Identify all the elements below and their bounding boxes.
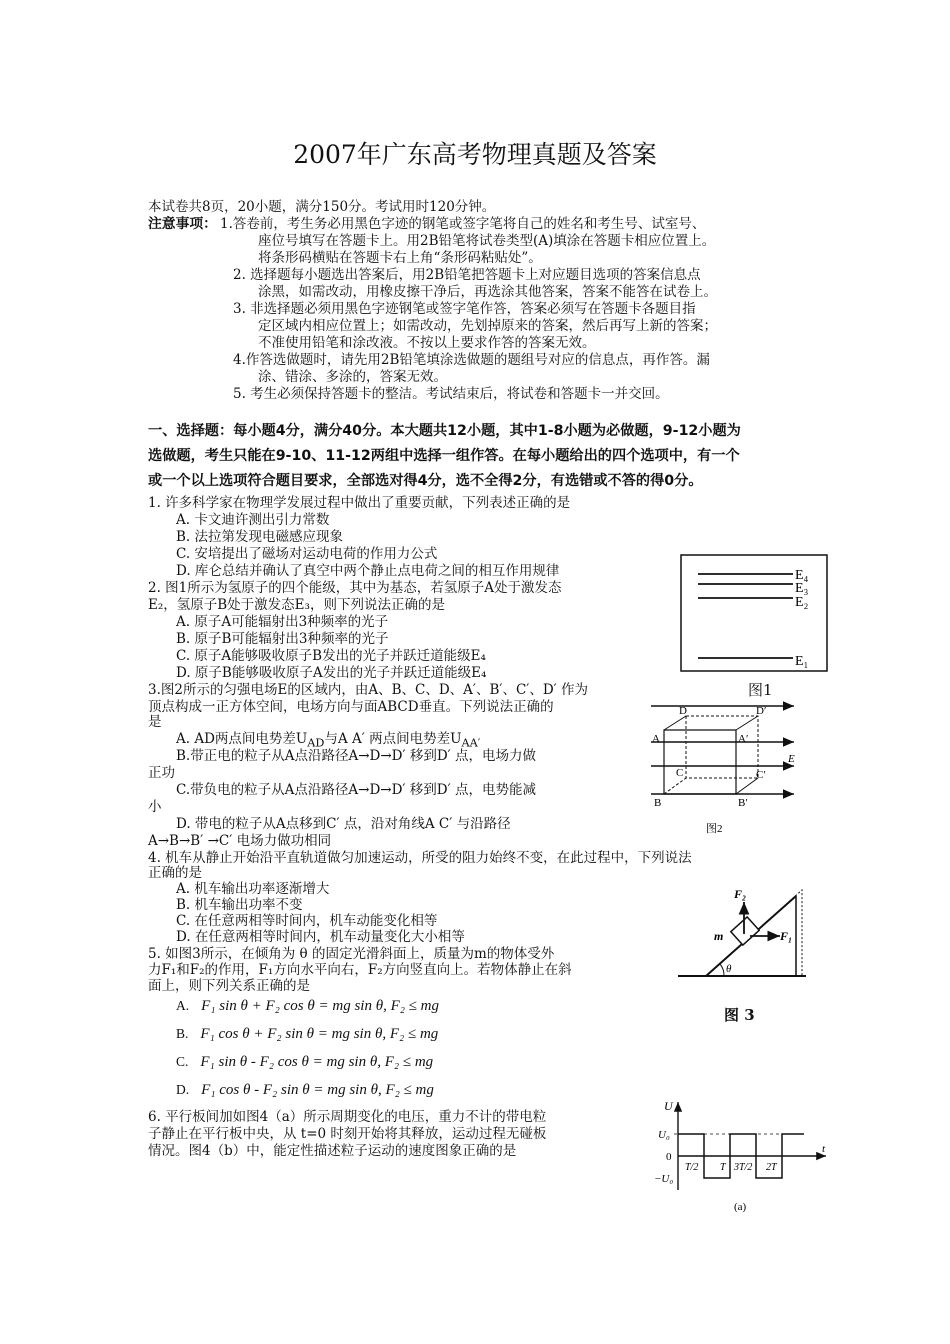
force-label: F₁: [780, 929, 793, 943]
notice-line: 涂、错涂、多涂的，答案无效。: [258, 369, 447, 385]
vertex-label: D: [679, 705, 687, 717]
cube-edge: [664, 778, 686, 794]
tick-label: −U₀: [654, 1173, 674, 1185]
option-a: A. 原子A可能辐射出3种频率的光子: [176, 614, 389, 630]
question-6-line: 情况。图4（b）中，能定性描述粒子运动的速度图象正确的是: [148, 1143, 517, 1159]
cube-edge: [664, 716, 686, 730]
vertex-label: C′: [756, 769, 766, 781]
vertex-label: D′: [756, 705, 767, 717]
option-b: B. 原子B可能辐射出3种频率的光子: [176, 631, 389, 647]
notice-line: 1.答卷前，考生务必用黑色字迹的钢笔或签字笔将自己的姓名和考生号、试室号、: [220, 216, 706, 232]
tick-label: 2T: [766, 1162, 777, 1173]
cube-edge: [736, 716, 758, 730]
figure-2-cube: [646, 698, 806, 836]
cube-face: [664, 730, 736, 794]
field-label: E: [788, 753, 795, 765]
option-a: A. 卡文迪许测出引力常数: [176, 512, 330, 528]
mass-label: m: [714, 929, 724, 943]
option-c: C. 安培提出了磁场对运动电荷的作用力公式: [176, 546, 438, 562]
option-b: B.带正电的粒子从A点沿路径A→D→D′ 移到D′ 点，电场力做: [176, 748, 537, 764]
notice-line: 4.作答选做题时，请先用2B铅笔填涂选做题的题组号对应的信息点，再作答。漏: [233, 352, 710, 368]
question-2-stem: E₂，氢原子B处于激发态E₃，则下列说法正确的是: [148, 597, 445, 613]
option-b: B. 机车输出功率不变: [176, 897, 303, 913]
question-3-line: 顶点构成一正方体空间，电场方向与面ABCD垂直。下列说法正确的: [148, 699, 554, 715]
vertex-label: A: [652, 733, 660, 745]
level-label: E₄: [795, 568, 809, 583]
cube-edge: [736, 778, 758, 794]
exam-intro: 本试卷共8页，20小题，满分150分。考试用时120分钟。: [148, 199, 496, 215]
option-c: C. 原子A能够吸收原子B发出的光子并跃迁道能级E₄: [176, 648, 486, 664]
option-d: D. 带电的粒子从A点移到C′ 点，沿对角线A C′ 与沿路径: [176, 816, 511, 832]
question-5-stem: 5. 如图3所示，在倾角为 θ 的固定光滑斜面上，质量为m的物体受外: [148, 946, 555, 962]
cube-face: [686, 716, 758, 778]
question-6-line: 子静止在平行板中央，从 t=0 时刻开始将其释放，运动过程无碰板: [148, 1126, 547, 1142]
level-label: E₂: [795, 595, 809, 610]
question-4-stem: 4. 机车从静止开始沿平直轨道做匀加速运动，所受的阻力始终不变，在此过程中，下列说法: [148, 850, 692, 866]
notice-label: 注意事项：: [148, 216, 217, 232]
question-4-stem: 正确的是: [148, 865, 202, 881]
tick-label: 0: [666, 1151, 672, 1163]
vertex-label: B′: [738, 797, 748, 809]
option-d: D. 库仑总结并确认了真空中两个静止点电荷之间的相互作用规律: [176, 563, 560, 579]
notice-line: 定区域内相应位置上；如需改动，先划掉原来的答案，然后再写上新的答案；: [258, 318, 717, 334]
question-3-line: 是: [148, 714, 162, 730]
option-d: D. 原子B能够吸收原子A发出的光子并跃迁道能级E₄: [176, 665, 487, 681]
option-b: B. 法拉第发现电磁感应现象: [176, 529, 344, 545]
tick-label: T: [720, 1162, 726, 1173]
vertex-label: C: [676, 767, 684, 779]
page-title: 2007年广东高考物理真题及答案: [293, 140, 657, 169]
axis-label: t: [822, 1143, 826, 1155]
option-c: C. 在任意两相等时间内，机车动能变化相等: [176, 913, 438, 929]
figure-4a-voltage: [654, 1098, 834, 1214]
option-c: C.带负电的粒子从A点沿路径A→D→D′ 移到D′ 点，电势能减: [176, 782, 536, 798]
option-c-cont: 小: [148, 799, 162, 815]
figure-4a-caption: (a): [734, 1201, 747, 1213]
question-5-stem: 面上，则下列关系正确的是: [148, 978, 310, 994]
level-label: E₁: [795, 654, 809, 669]
option-b: B. F₁ cos θ + F₂ sin θ = mg sin θ, F₂ ≤ mg: [176, 1026, 439, 1042]
notice-line: 涂黑，如需改动，用橡皮擦干净后，再选涂其他答案，答案不能答在试卷上。: [258, 284, 717, 300]
option-c: C. F₁ sin θ - F₂ cos θ = mg sin θ, F₂ ≤ mg: [176, 1054, 434, 1070]
question-6-line: 6. 平行板间加如图4（a）所示周期变化的电压，重力不计的带电粒: [148, 1109, 547, 1125]
question-2-stem: 2. 图1所示为氢原子的四个能级，其中为基态，若氢原子A处于激发态: [148, 580, 562, 596]
option-d: D. 在任意两相等时间内，机车动量变化大小相等: [176, 929, 465, 945]
vertex-label: A′: [738, 733, 749, 745]
notice-line: 不准使用铅笔和涂改液。不按以上要求作答的答案无效。: [258, 335, 596, 351]
question-3-line: 3.图2所示的匀强电场E的区域内，由A、B、C、D、A′、B′、C′、D′ 作为: [148, 682, 589, 698]
vertex-label: B: [654, 797, 662, 809]
figure-3-caption: 图 3: [724, 1006, 755, 1024]
tick-label: 3T/2: [734, 1162, 753, 1173]
option-a: A. AD两点间电势差$U_{AD}$与A A′ 两点间电势差$U_{AA'}$: [176, 731, 481, 750]
option-a: A. F₁ sin θ + F₂ cos θ = mg sin θ, F₂ ≤ mg: [176, 998, 440, 1014]
notice-line: 3. 非选择题必须用黑色字迹钢笔或签字笔作答，答案必须写在答题卡各题目指: [233, 301, 696, 317]
option-d-cont: A→B→B′ →C′ 电场力做功相同: [148, 833, 332, 849]
figure-1-caption: 图1: [748, 681, 773, 699]
figure-2-caption: 图2: [706, 823, 723, 835]
force-label: F₂: [734, 887, 747, 901]
axis-label: U: [664, 1099, 673, 1113]
option-d: D. F₁ cos θ - F₂ sin θ = mg sin θ, F₂ ≤ mg: [176, 1082, 434, 1098]
tick-label: U₀: [658, 1129, 670, 1141]
question-1-stem: 1. 许多科学家在物理学发展过程中做出了重要贡献，下列表述正确的是: [148, 495, 571, 511]
option-b-cont: 正功: [148, 765, 175, 781]
notice-line: 2. 选择题每小题选出答案后，用2B铅笔把答题卡上对应题目选项的答案信息点: [233, 267, 701, 283]
figure-1-energy-levels: [680, 554, 830, 674]
figure-3-incline: [676, 876, 816, 980]
question-5-stem: 力F₁和F₂的作用，F₁方向水平向右，F₂方向竖直向上。若物体静止在斜: [148, 962, 572, 978]
notice-line: 5. 考生必须保持答题卡的整洁。考试结束后，将试卷和答题卡一并交回。: [233, 386, 669, 402]
notice-line: 座位号填写在答题卡上。用2B铅笔将试卷类型(A)填涂在答题卡相应位置上。: [258, 233, 716, 249]
option-a: A. 机车输出功率逐渐增大: [176, 881, 330, 897]
angle-label: θ: [726, 963, 732, 975]
level-label: E₃: [795, 581, 809, 596]
tick-label: T/2: [685, 1162, 699, 1173]
notice-line: 将条形码横贴在答题卡右上角“条形码粘贴处”。: [258, 250, 542, 266]
block-mass: [731, 917, 759, 945]
